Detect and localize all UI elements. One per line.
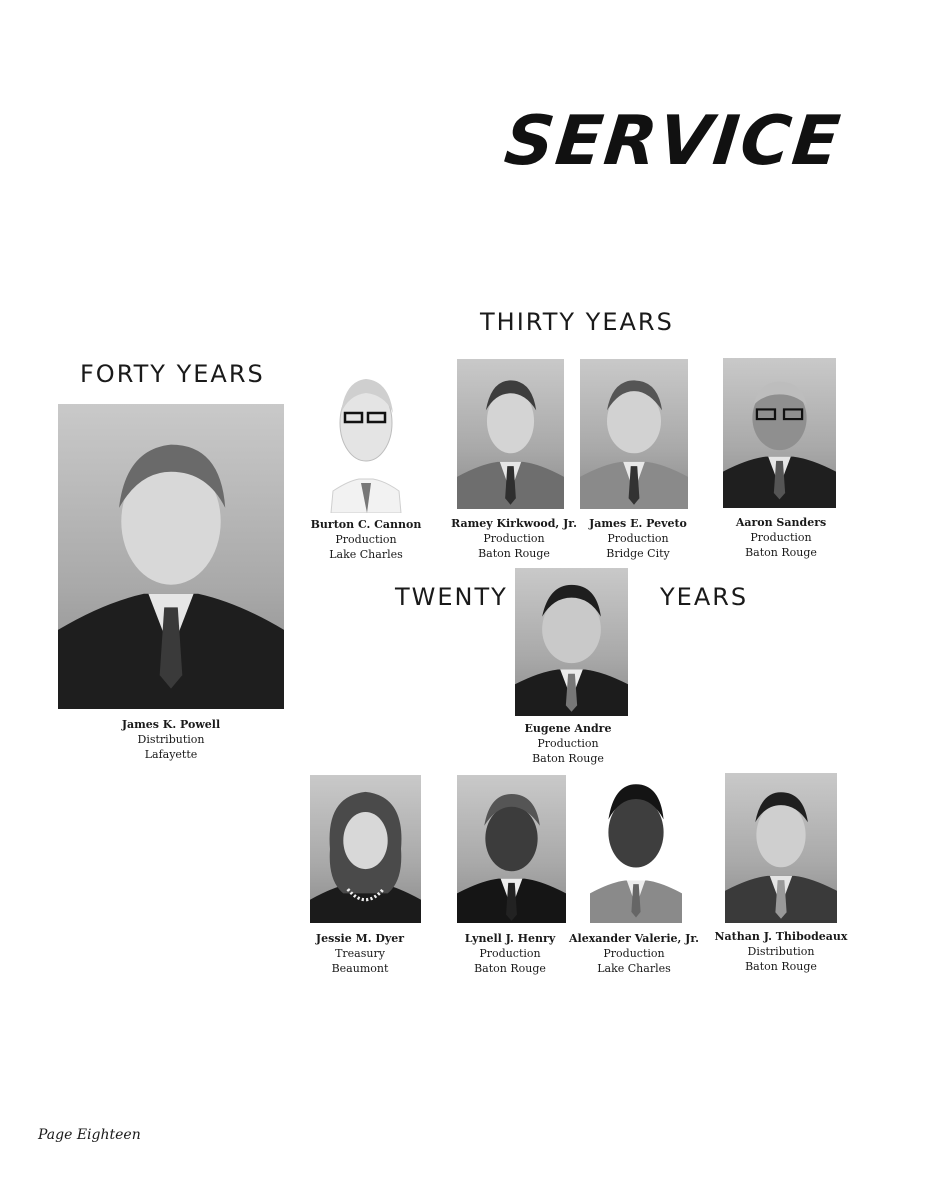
person-city: Lake Charles bbox=[329, 548, 403, 561]
person-department: Production bbox=[537, 737, 599, 750]
heading-twenty: TWENTY bbox=[395, 583, 508, 611]
person-name: Jessie M. Dyer bbox=[315, 932, 405, 945]
portrait-photo bbox=[310, 775, 421, 923]
person-city: Bridge City bbox=[606, 547, 670, 560]
person-name: Aaron Sanders bbox=[735, 516, 827, 529]
page-title: SERVICE bbox=[500, 102, 846, 181]
heading-forty-years: FORTY YEARS bbox=[80, 360, 265, 388]
person-department: Production bbox=[335, 533, 397, 546]
person-city: Baton Rouge bbox=[474, 962, 546, 975]
portrait-photo bbox=[323, 363, 408, 513]
person-caption bbox=[300, 931, 420, 976]
person-name: Lynell J. Henry bbox=[464, 932, 556, 945]
portrait-photo bbox=[457, 359, 564, 509]
person-caption bbox=[96, 717, 246, 762]
portrait-photo bbox=[590, 775, 682, 923]
portrait-photo bbox=[515, 568, 628, 716]
person-caption bbox=[444, 516, 584, 561]
portrait-photo bbox=[457, 775, 566, 923]
person-caption bbox=[301, 517, 431, 562]
person-city: Baton Rouge bbox=[745, 546, 817, 559]
person-name: Ramey Kirkwood, Jr. bbox=[451, 517, 577, 530]
person-city: Lafayette bbox=[144, 748, 198, 761]
page-number: Page Eighteen bbox=[38, 1127, 141, 1143]
person-department: Production bbox=[479, 947, 541, 960]
portrait-photo bbox=[580, 359, 688, 509]
person-department: Production bbox=[750, 531, 812, 544]
person-name: Nathan J. Thibodeaux bbox=[714, 930, 848, 943]
person-caption bbox=[569, 931, 699, 976]
person-department: Production bbox=[483, 532, 545, 545]
person-city: Beaumont bbox=[331, 962, 389, 975]
person-name: James E. Peveto bbox=[589, 517, 687, 530]
person-name: Eugene Andre bbox=[524, 722, 612, 735]
person-name: James K. Powell bbox=[121, 718, 221, 731]
heading-thirty-years: THIRTY YEARS bbox=[480, 308, 674, 336]
person-department: Treasury bbox=[335, 947, 385, 960]
person-caption bbox=[508, 721, 628, 766]
person-city: Baton Rouge bbox=[745, 960, 817, 973]
heading-years: YEARS bbox=[660, 583, 749, 611]
person-city: Lake Charles bbox=[597, 962, 671, 975]
person-name: Alexander Valerie, Jr. bbox=[569, 932, 699, 945]
person-caption bbox=[450, 931, 570, 976]
person-department: Production bbox=[603, 947, 665, 960]
portrait-photo bbox=[58, 404, 284, 709]
person-caption bbox=[711, 929, 851, 974]
person-city: Baton Rouge bbox=[478, 547, 550, 560]
person-caption bbox=[721, 515, 841, 560]
person-caption bbox=[578, 516, 698, 561]
portrait-photo bbox=[723, 358, 836, 508]
person-department: Production bbox=[607, 532, 669, 545]
person-department: Distribution bbox=[747, 945, 815, 958]
person-department: Distribution bbox=[137, 733, 205, 746]
portrait-photo bbox=[725, 773, 837, 923]
person-name: Burton C. Cannon bbox=[310, 518, 422, 531]
person-city: Baton Rouge bbox=[532, 752, 604, 765]
